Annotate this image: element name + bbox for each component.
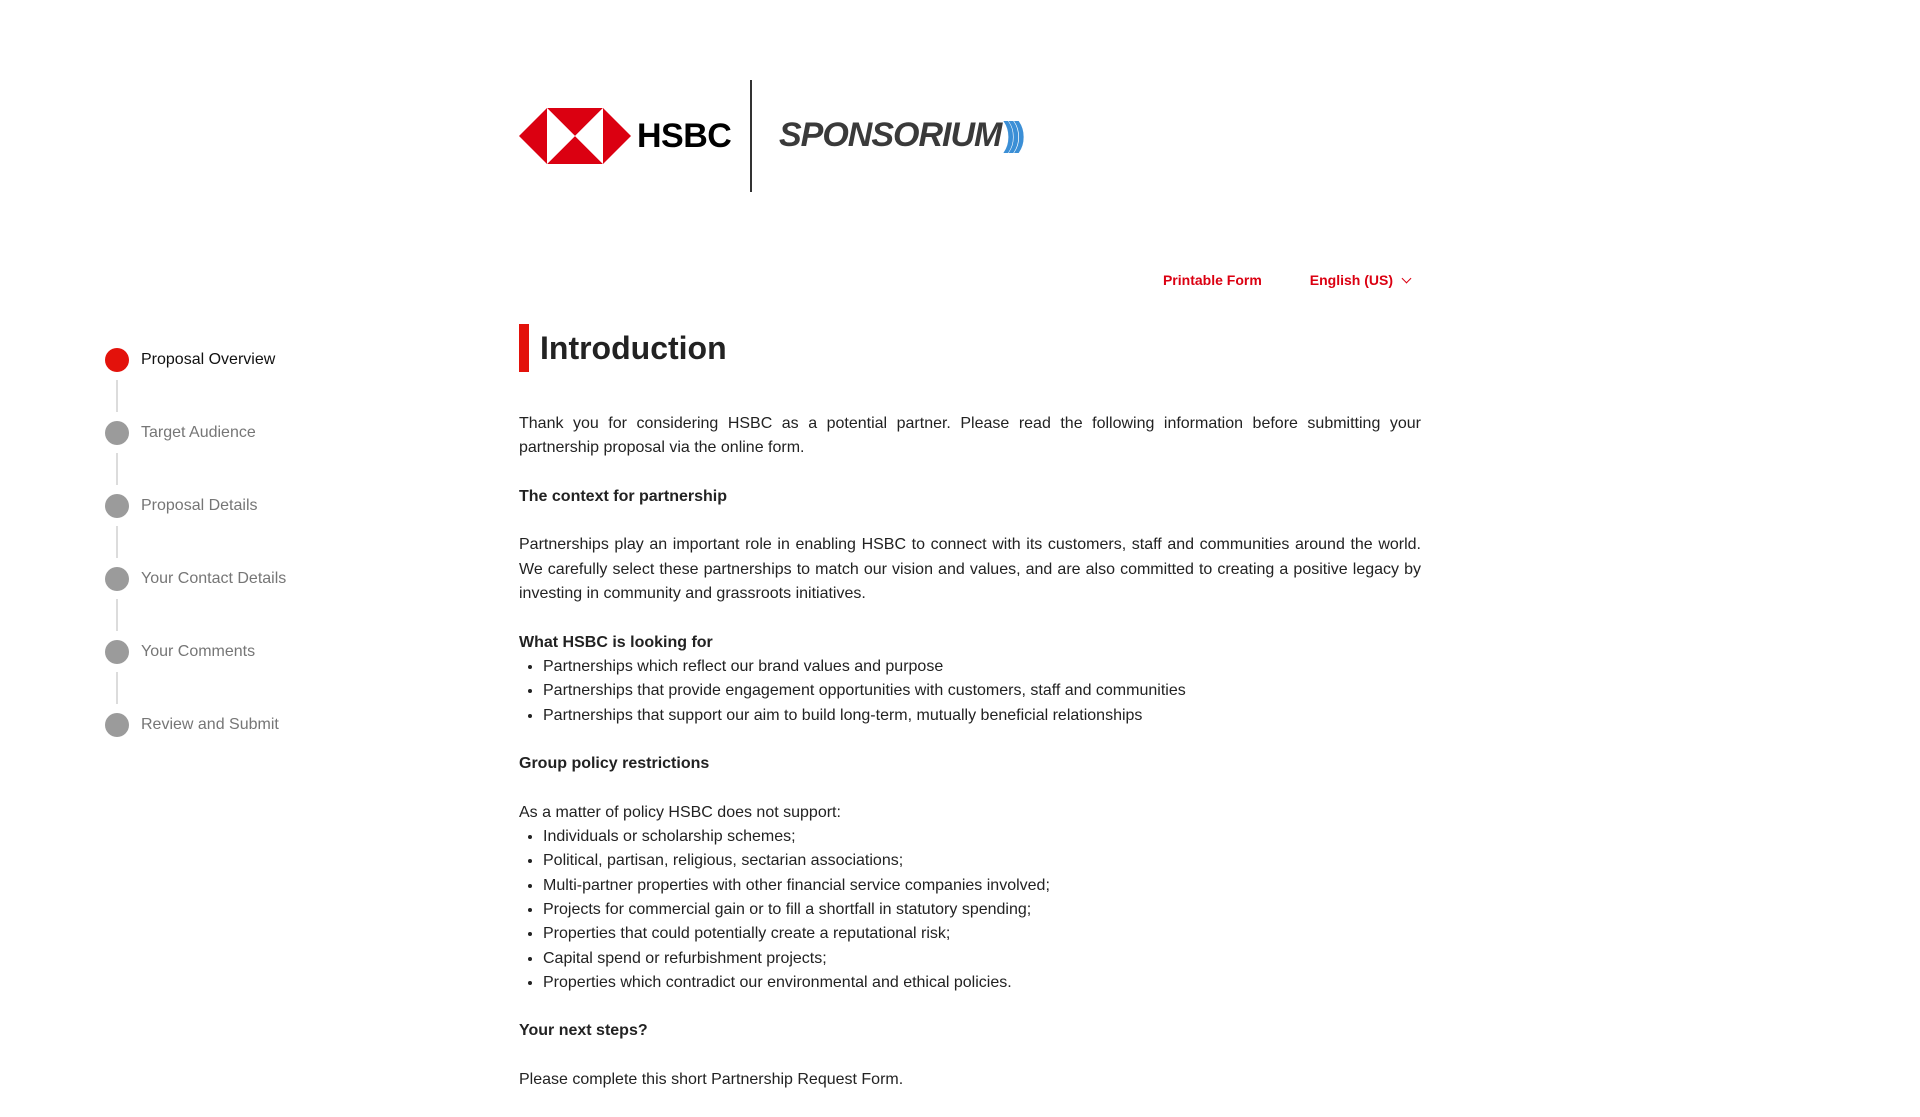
policy-list (519, 825, 1421, 995)
list-item: • Partnerships that support our aim to build long-term, mutually beneficial relationships (543, 704, 1421, 728)
title-accent-bar (519, 324, 529, 372)
hsbc-wordmark: HSBC (637, 117, 732, 155)
step-connector (116, 599, 118, 631)
step-label: Your Contact Details (141, 570, 287, 587)
page-title: Introduction (540, 329, 727, 366)
list-item: • Capital spend or refurbishment projects; (543, 947, 1421, 971)
list-item: • Political, partisan, religious, sectarian associations; (543, 849, 1421, 873)
step-dot-icon (105, 421, 129, 445)
list-item: • Individuals or scholarship schemes; (543, 825, 1421, 849)
step-label: Your Comments (141, 643, 256, 660)
step-label: Target Audience (141, 424, 256, 441)
step-label: Proposal Details (141, 497, 258, 514)
header-logos (519, 80, 1039, 192)
step-connector (116, 672, 118, 704)
next-steps-heading: Your next steps? (519, 1022, 648, 1040)
chevron-down-icon (1402, 273, 1412, 283)
sponsorium-waves-icon: ))) (1003, 116, 1020, 154)
top-links (1163, 272, 1410, 288)
step-connector (116, 380, 118, 412)
step-label: Review and Submit (141, 716, 279, 733)
page-title-row (519, 324, 1421, 372)
next-steps-paragraph: Please complete this short Partnership Request Form. (519, 1071, 904, 1089)
sponsorium-wordmark (779, 116, 1019, 155)
intro-paragraph: Thank you for considering HSBC as a potential partner. Please read the following information before submitting your partnership proposal via the online form. (519, 415, 1421, 457)
introduction-content (519, 324, 1421, 1117)
context-paragraph: Partnerships play an important role in enabling HSBC to connect with its customers, staff and communities around the world. We carefully select these partnerships to match our vision and values, and are also committed to creating a positive legacy by investing in community and grassroots initiatives. (519, 536, 1421, 603)
policy-intro: As a matter of policy HSBC does not support: (519, 803, 841, 821)
list-item: • Partnerships which reflect our brand values and purpose (543, 655, 1421, 679)
language-select[interactable] (1310, 272, 1410, 288)
list-item: • Partnerships that provide engagement opportunities with customers, staff and communities (543, 679, 1421, 703)
context-heading: The context for partnership (519, 487, 728, 505)
sponsorium-text: SPONSORIUM (779, 116, 1002, 154)
step-connector (116, 526, 118, 558)
list-item: • Properties which contradict our environmental and ethical policies. (543, 971, 1421, 995)
looking-for-heading: What HSBC is looking for (519, 633, 713, 651)
step-dot-icon (105, 494, 129, 518)
logo-divider (750, 80, 752, 192)
step-dot-icon (105, 567, 129, 591)
step-dot-icon (105, 713, 129, 737)
list-item: • Projects for commercial gain or to fill a shortfall in statutory spending; (543, 898, 1421, 922)
printable-form-link[interactable]: Printable Form (1162, 272, 1262, 288)
step-dot-icon (105, 640, 129, 664)
step-dot-active-icon (105, 348, 129, 372)
looking-for-list (519, 655, 1421, 728)
language-selected-value: English (US) (1309, 272, 1393, 288)
policy-heading: Group policy restrictions (519, 755, 710, 773)
list-item: • Multi-partner properties with other financial service companies involved; (543, 874, 1421, 898)
list-item: • Properties that could potentially create a reputational risk; (543, 922, 1421, 946)
step-label: Proposal Overview (141, 351, 276, 368)
step-connector (116, 453, 118, 485)
hsbc-hexagon-logo-icon (519, 108, 631, 164)
